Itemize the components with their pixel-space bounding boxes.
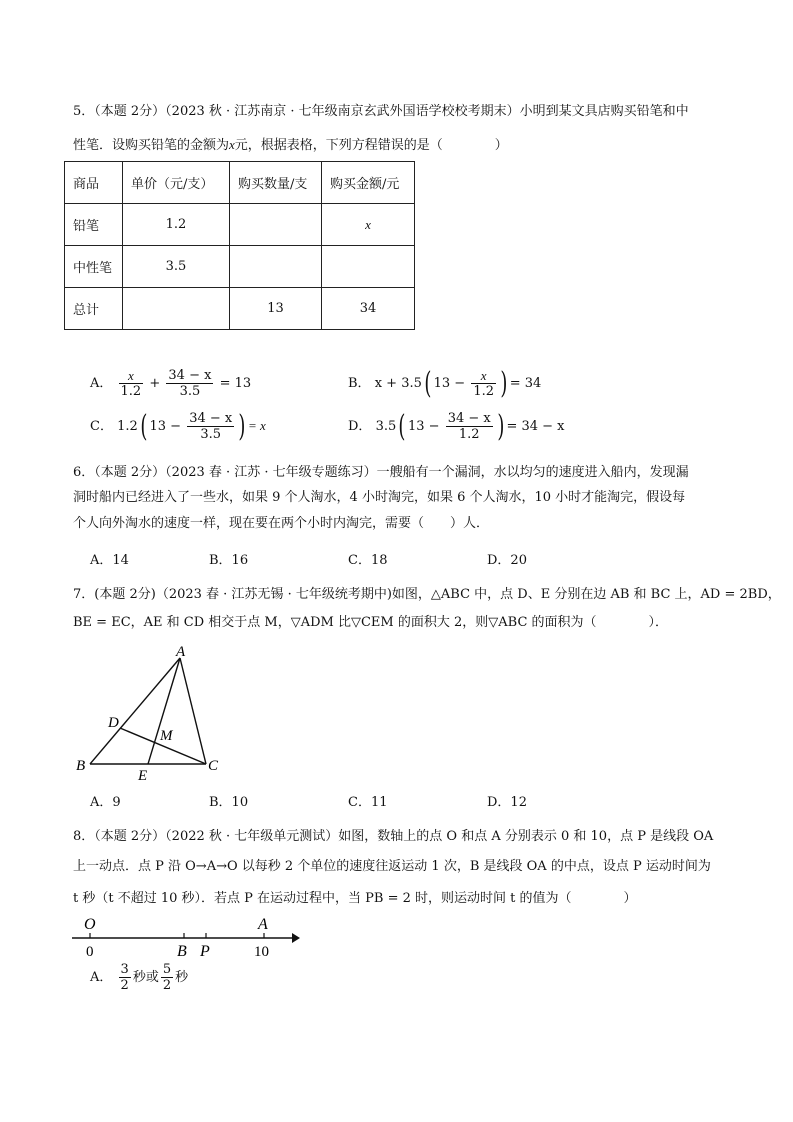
q5-text-line2 <box>73 136 508 155</box>
fraction <box>161 962 173 993</box>
numerator: x <box>471 368 496 384</box>
q5-var-x: x <box>229 137 235 152</box>
fraction <box>187 411 234 442</box>
q6-option-d[interactable]: D．20 <box>487 553 527 568</box>
q6-text-line3: 个人向外淘水的速度一样，现在要在两个小时内淘完，需要（ ）人． <box>73 516 490 531</box>
equation-rhs: = 34 − x <box>506 419 565 434</box>
q5-option-c[interactable] <box>90 408 266 444</box>
q5-option-a[interactable] <box>90 368 251 399</box>
segment-ae <box>148 658 180 764</box>
option-text: 秒或 <box>132 970 159 985</box>
numerator: x <box>119 368 144 384</box>
fraction <box>119 368 144 399</box>
fraction <box>119 962 131 993</box>
table-cell <box>322 246 415 288</box>
denominator: 1.2 <box>458 427 480 442</box>
q5-price-table <box>64 161 415 330</box>
table-cell <box>123 288 230 330</box>
equation-prefix: 1.2 <box>117 419 138 434</box>
numerator: 5 <box>162 962 172 977</box>
fraction <box>166 368 213 399</box>
q5-text-line1: 5．（本题 2分）（2023 秋 · 江苏南京 · 七年级南京玄武外国语学校校考期末）小明到某文具店购买铅笔和中 <box>73 104 689 119</box>
q5-text-line2-a: 性笔．设购买铅笔的金额为 <box>73 138 230 153</box>
label-e: E <box>138 768 148 784</box>
equation-inner: 13 − <box>149 419 182 434</box>
q8-text-line1: 8．（本题 2分）（2022 秋 · 七年级单元测试）如图，数轴上的点 O 和点 A 分别表示 0 和 10，点 P 是线段 OA <box>73 829 714 844</box>
table-header-cell: 购买数量/支 <box>230 162 322 204</box>
table-cell <box>230 204 322 246</box>
q5-text-line2-b: 元，根据表格，下列方程错误的是（ ） <box>234 138 508 153</box>
axis-label-a: A <box>258 916 268 933</box>
axis-label-ten: 10 <box>254 944 269 960</box>
table-cell: 铅笔 <box>65 204 123 246</box>
q6-text-line2: 洞时船内已经进入了一些水，如果 9 个人淘水，4 小时淘完，如果 6 个人淘水，10 小时才能淘完，假设每 <box>73 490 686 505</box>
equation-rhs: = x <box>247 418 266 433</box>
equation-prefix: 3.5 <box>375 419 397 434</box>
denominator: 3.5 <box>200 427 222 442</box>
q7-option-d[interactable]: D．12 <box>487 795 527 810</box>
label-m: M <box>160 728 173 744</box>
q5-option-b[interactable] <box>348 365 542 401</box>
q8-number-line <box>66 910 306 962</box>
denominator: 1.2 <box>473 384 494 399</box>
equation-rhs: = 34 <box>509 376 542 391</box>
numerator: 3 <box>120 962 129 977</box>
numerator: 34 − x <box>189 411 233 426</box>
q7-text-line1: 7．(本题 2分)（2023 春 · 江苏无锡 · 七年级统考期中)如图，△ABC 中，点 D、E 分别在边 AB 和 BC 上，AD = 2BD， <box>73 587 781 602</box>
q6-text-line1: 6．（本题 2分）（2023 春 · 江苏 · 七年级专题练习）一艘船有一个漏洞，水以均匀的速度进入船内，发现漏 <box>73 465 689 480</box>
left-paren: ( <box>398 408 406 444</box>
table-row <box>65 288 415 330</box>
left-paren: ( <box>424 365 432 401</box>
numerator: 34 − x <box>168 368 212 383</box>
q7-option-c[interactable]: C．11 <box>348 795 388 810</box>
axis-label-p: P <box>200 943 210 960</box>
q7-triangle-figure <box>70 640 230 785</box>
q6-option-b[interactable]: B．16 <box>209 553 249 568</box>
table-cell <box>230 246 322 288</box>
q6-option-a[interactable]: A．14 <box>90 553 129 568</box>
label-c: C <box>208 758 219 774</box>
right-paren: ) <box>238 408 246 444</box>
equation-prefix: x + 3.5 <box>374 376 422 391</box>
table-header-cell: 单价（元/支） <box>123 162 230 204</box>
option-text: 秒 <box>175 970 189 985</box>
table-cell: 总计 <box>65 288 123 330</box>
option-label: A． <box>90 376 113 391</box>
fraction <box>446 411 493 442</box>
axis-arrow <box>292 933 300 943</box>
plus-sign: + <box>149 376 161 391</box>
equation-inner: 13 − <box>433 376 466 391</box>
equation-rhs: = 13 <box>219 376 252 391</box>
denominator: 1.2 <box>120 384 142 399</box>
label-d: D <box>108 715 119 731</box>
edge-ac <box>180 658 206 764</box>
denominator: 2 <box>120 978 129 993</box>
equation-inner: 13 − <box>407 419 440 434</box>
q7-text-line2: BE = EC，AE 和 CD 相交于点 M，▽ADM 比▽CEM 的面积大 2，则▽ABC 的面积为（ ）． <box>73 615 669 630</box>
table-header-cell: 商品 <box>65 162 123 204</box>
q6-option-c[interactable]: C．18 <box>348 553 388 568</box>
table-cell: 34 <box>322 288 415 330</box>
right-paren: ) <box>497 408 505 444</box>
fraction <box>471 368 496 399</box>
label-a: A <box>176 644 186 660</box>
option-label: D． <box>348 419 372 434</box>
q8-option-a[interactable] <box>90 962 188 993</box>
axis-label-o: O <box>84 916 96 933</box>
option-label: C． <box>90 419 113 434</box>
table-cell: 中性笔 <box>65 246 123 288</box>
q8-text-line3: t 秒（t 不超过 10 秒）．若点 P 在运动过程中，当 PB = 2 时，则运动时间 t 的值为（ ） <box>73 891 637 906</box>
axis-label-b: B <box>177 943 187 960</box>
q8-text-line2: 上一动点．点 P 沿 O→A→O 以每秒 2 个单位的速度往返运动 1 次，B 是线段 OA 的中点，设点 P 运动时间为 <box>73 859 711 874</box>
left-paren: ( <box>140 408 148 444</box>
right-paren: ) <box>500 365 508 401</box>
q5-option-d[interactable] <box>348 408 565 444</box>
table-header-row <box>65 162 415 204</box>
option-label: B． <box>348 376 371 391</box>
table-cell: 13 <box>230 288 322 330</box>
table-cell: x <box>322 204 415 246</box>
table-row <box>65 204 415 246</box>
table-row <box>65 246 415 288</box>
q7-option-b[interactable]: B．10 <box>209 795 249 810</box>
numerator: 34 − x <box>447 411 491 426</box>
label-b: B <box>76 758 86 774</box>
axis-label-zero: 0 <box>86 944 94 960</box>
denominator: 2 <box>162 978 172 993</box>
table-header-cell: 购买金额/元 <box>322 162 415 204</box>
table-cell: 1.2 <box>123 204 230 246</box>
option-label: A． <box>90 970 113 985</box>
table-cell: 3.5 <box>123 246 230 288</box>
q7-option-a[interactable]: A．9 <box>90 795 121 810</box>
denominator: 3.5 <box>179 384 201 399</box>
